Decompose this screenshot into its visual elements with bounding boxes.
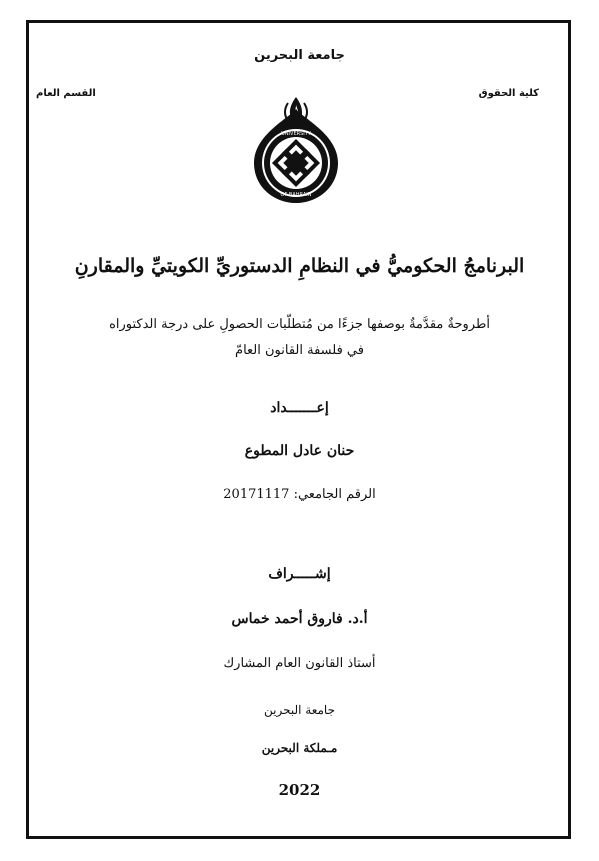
university-header: جامعة البحرين bbox=[254, 48, 345, 63]
prepared-by-heading: إعـــــــداد bbox=[270, 400, 329, 416]
logo-ring-text-bottom: OF BAHRAIN bbox=[280, 192, 312, 198]
author-name: حنان عادل المطوع bbox=[244, 443, 355, 459]
student-id-value: 20171117 bbox=[223, 487, 290, 502]
thesis-subtitle-line-1: أطروحةٌ مقدَّمةٌ بوصفها جزءًا من مُتطلّبات الحصولِ على درجة الدكتوراه bbox=[109, 317, 490, 332]
supervisor-title: أستاذ القانون العام المشارك bbox=[223, 656, 376, 671]
supervisor-university: جامعة البحرين bbox=[264, 703, 335, 717]
student-id bbox=[0, 487, 599, 502]
department-label: القسم العام bbox=[36, 88, 96, 99]
country: مـملكة البحرين bbox=[261, 741, 338, 755]
university-of-bahrain-logo bbox=[248, 95, 344, 205]
student-id-label: الرقم الجامعي: bbox=[293, 487, 376, 502]
thesis-subtitle-line-2: في فلسفة القانون العامّ bbox=[235, 343, 364, 358]
year: 2022 bbox=[278, 781, 321, 799]
supervisor-name: أ.د. فاروق أحمد خماس bbox=[231, 611, 368, 627]
college-label: كلية الحقوق bbox=[478, 88, 539, 99]
logo-ring-text-top: UNIVERSITY bbox=[281, 131, 311, 137]
supervision-heading: إشـــــراف bbox=[268, 566, 331, 582]
thesis-title: البرنامجُ الحكوميُّ في النظامِ الدستوريِّ الكويتيِّ والمقارنِ bbox=[74, 255, 525, 277]
